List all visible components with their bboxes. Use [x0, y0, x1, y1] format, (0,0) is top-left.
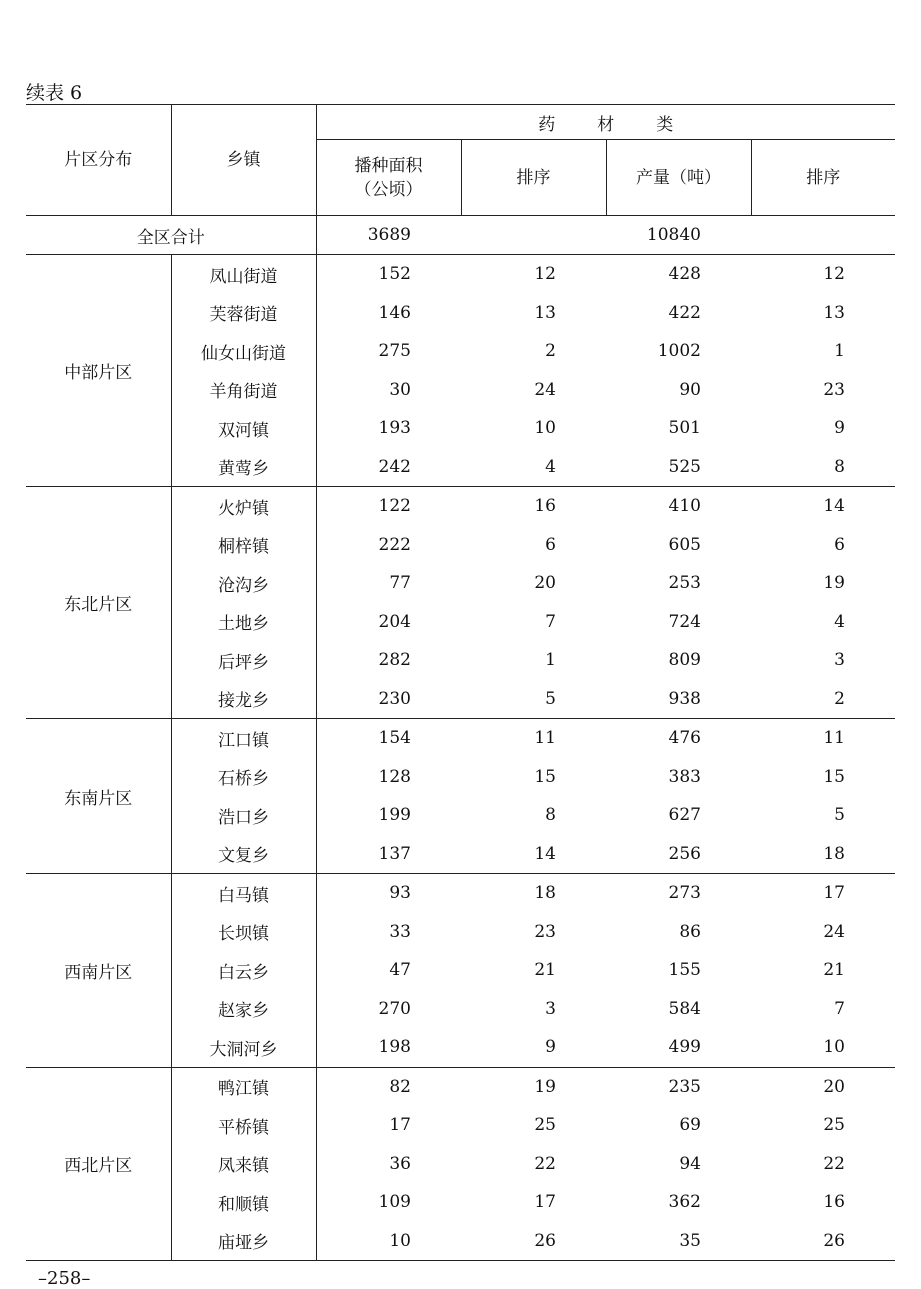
- area-value: 82: [389, 1076, 411, 1097]
- town-name: 赵家乡: [171, 990, 316, 1029]
- area-value: 93: [389, 883, 411, 904]
- header-region: 片区分布: [26, 105, 171, 216]
- area-rank: 2: [545, 341, 556, 362]
- header-rank-area: 排序: [461, 140, 606, 216]
- area-value: 137: [316, 835, 461, 874]
- output-rank: 3: [834, 650, 845, 671]
- town-name: 大洞河乡: [171, 1028, 316, 1067]
- header-area-line1: 播种面积: [354, 155, 423, 176]
- area-rank: 13: [534, 302, 556, 323]
- output-rank: 23: [823, 379, 845, 400]
- output-rank: 1: [834, 341, 845, 362]
- area-value: 47: [389, 960, 411, 981]
- area-rank: 15: [534, 766, 556, 787]
- output-value: 256: [606, 835, 751, 874]
- output-value: 809: [668, 650, 701, 671]
- area-rank: 21: [534, 960, 556, 981]
- output-rank: 2: [751, 680, 895, 719]
- area-rank: 23: [534, 921, 556, 942]
- area-rank: 12: [534, 264, 556, 285]
- area-rank: 8: [545, 805, 556, 826]
- area-rank: 18: [534, 883, 556, 904]
- table-row: [26, 1067, 895, 1106]
- output-value: 362: [668, 1192, 701, 1213]
- table-row: [26, 719, 895, 758]
- total-area: 3689: [316, 216, 461, 255]
- town-name: 浩口乡: [171, 796, 316, 835]
- town-name: 桐梓镇: [171, 526, 316, 565]
- area-value: 128: [378, 766, 411, 787]
- town-name: 仙女山街道: [171, 332, 316, 371]
- town-name: 文复乡: [171, 835, 316, 874]
- area-rank: 25: [534, 1115, 556, 1136]
- area-rank: 10: [534, 418, 556, 439]
- output-rank: 24: [823, 921, 845, 942]
- area-value: 193: [378, 418, 411, 439]
- output-value: 155: [668, 960, 701, 981]
- table-row: [26, 255, 895, 294]
- output-value: 501: [668, 418, 701, 439]
- town-name: 石桥乡: [171, 758, 316, 797]
- header-area-line2: （公顷）: [354, 179, 423, 200]
- page-number: –258–: [38, 1268, 91, 1289]
- output-value: 253: [668, 573, 701, 594]
- area-value: 152: [378, 264, 411, 285]
- region-name: 西南片区: [26, 874, 171, 1068]
- area-value: 199: [378, 805, 411, 826]
- total-output: 10840: [606, 216, 751, 255]
- area-value: 30: [389, 379, 411, 400]
- output-rank: 11: [823, 728, 845, 749]
- area-value: 122: [378, 496, 411, 517]
- area-rank: 5: [461, 680, 606, 719]
- town-name: 沧沟乡: [171, 564, 316, 603]
- output-value: 235: [668, 1076, 701, 1097]
- output-rank: 10: [751, 1028, 895, 1067]
- output-rank: 15: [823, 766, 845, 787]
- header-output: 产量（吨）: [606, 140, 751, 216]
- town-name: 羊角街道: [171, 371, 316, 410]
- output-rank: 14: [823, 496, 845, 517]
- output-rank: 18: [751, 835, 895, 874]
- table-row: [26, 874, 895, 913]
- output-value: 584: [668, 998, 701, 1019]
- output-value: 938: [606, 680, 751, 719]
- town-name: 鸭江镇: [171, 1067, 316, 1106]
- area-value: 230: [316, 680, 461, 719]
- area-rank: 9: [461, 1028, 606, 1067]
- area-rank: 11: [534, 728, 556, 749]
- output-value: 499: [606, 1028, 751, 1067]
- output-rank: 25: [823, 1115, 845, 1136]
- output-value: 627: [668, 805, 701, 826]
- output-rank: 13: [823, 302, 845, 323]
- area-rank: 4: [461, 448, 606, 487]
- area-value: 275: [378, 341, 411, 362]
- town-name: 白马镇: [171, 874, 316, 913]
- area-rank: 1: [545, 650, 556, 671]
- output-value: 383: [668, 766, 701, 787]
- header-group: 药材类: [316, 105, 895, 140]
- header-area: [316, 140, 461, 216]
- region-name: 中部片区: [26, 255, 171, 487]
- output-rank: 17: [823, 883, 845, 904]
- output-value: 476: [668, 728, 701, 749]
- region-name: 西北片区: [26, 1067, 171, 1261]
- town-name: 庙垭乡: [171, 1222, 316, 1261]
- output-value: 525: [606, 448, 751, 487]
- output-rank: 7: [834, 998, 845, 1019]
- area-value: 270: [378, 998, 411, 1019]
- table-body: [26, 216, 895, 1261]
- output-rank: 8: [751, 448, 895, 487]
- area-value: 146: [378, 302, 411, 323]
- town-name: 平桥镇: [171, 1106, 316, 1145]
- output-value: 410: [668, 496, 701, 517]
- town-name: 凤山街道: [171, 255, 316, 294]
- area-rank: 6: [545, 534, 556, 555]
- town-name: 长坝镇: [171, 913, 316, 952]
- area-value: 36: [389, 1153, 411, 1174]
- total-label: 全区合计: [26, 216, 316, 255]
- area-value: 154: [378, 728, 411, 749]
- output-value: 428: [668, 264, 701, 285]
- output-rank: 5: [834, 805, 845, 826]
- output-value: 69: [679, 1115, 701, 1136]
- output-rank: 6: [834, 534, 845, 555]
- output-rank: 20: [823, 1076, 845, 1097]
- region-name: 东南片区: [26, 719, 171, 874]
- area-value: 204: [378, 611, 411, 632]
- area-rank: 26: [461, 1222, 606, 1261]
- area-rank: 22: [534, 1153, 556, 1174]
- area-rank: 20: [534, 573, 556, 594]
- town-name: 双河镇: [171, 409, 316, 448]
- output-rank: 19: [823, 573, 845, 594]
- area-value: 17: [389, 1115, 411, 1136]
- header-town: 乡镇: [171, 105, 316, 216]
- town-name: 黄莺乡: [171, 448, 316, 487]
- area-value: 282: [378, 650, 411, 671]
- output-value: 1002: [657, 341, 701, 362]
- table-row: [26, 487, 895, 526]
- output-rank: 26: [751, 1222, 895, 1261]
- output-value: 724: [668, 611, 701, 632]
- area-value: 198: [316, 1028, 461, 1067]
- total-row: [26, 216, 895, 255]
- town-name: 接龙乡: [171, 680, 316, 719]
- area-rank: 14: [461, 835, 606, 874]
- output-rank: 16: [823, 1192, 845, 1213]
- area-rank: 17: [534, 1192, 556, 1213]
- output-value: 273: [668, 883, 701, 904]
- output-value: 94: [679, 1153, 701, 1174]
- output-value: 605: [668, 534, 701, 555]
- output-value: 86: [679, 921, 701, 942]
- header-rank-output: 排序: [751, 140, 895, 216]
- area-value: 33: [389, 921, 411, 942]
- town-name: 江口镇: [171, 719, 316, 758]
- area-value: 109: [378, 1192, 411, 1213]
- table-header: [26, 105, 895, 216]
- output-value: 35: [606, 1222, 751, 1261]
- output-rank: 22: [823, 1153, 845, 1174]
- area-rank: 3: [545, 998, 556, 1019]
- town-name: 土地乡: [171, 603, 316, 642]
- output-rank: 4: [834, 611, 845, 632]
- table-caption: 续表 6: [26, 82, 83, 104]
- town-name: 凤来镇: [171, 1145, 316, 1184]
- output-value: 90: [679, 379, 701, 400]
- area-value: 222: [378, 534, 411, 555]
- area-rank: 24: [534, 379, 556, 400]
- town-name: 芙蓉街道: [171, 294, 316, 333]
- town-name: 后坪乡: [171, 641, 316, 680]
- area-rank: 19: [534, 1076, 556, 1097]
- town-name: 白云乡: [171, 951, 316, 990]
- region-name: 东北片区: [26, 487, 171, 719]
- output-rank: 9: [834, 418, 845, 439]
- output-rank: 12: [823, 264, 845, 285]
- area-rank: 7: [545, 611, 556, 632]
- area-value: 242: [316, 448, 461, 487]
- town-name: 和顺镇: [171, 1183, 316, 1222]
- town-name: 火炉镇: [171, 487, 316, 526]
- output-value: 422: [668, 302, 701, 323]
- area-value: 10: [316, 1222, 461, 1261]
- output-rank: 21: [823, 960, 845, 981]
- area-rank: 16: [534, 496, 556, 517]
- area-value: 77: [389, 573, 411, 594]
- data-table: [26, 104, 895, 1261]
